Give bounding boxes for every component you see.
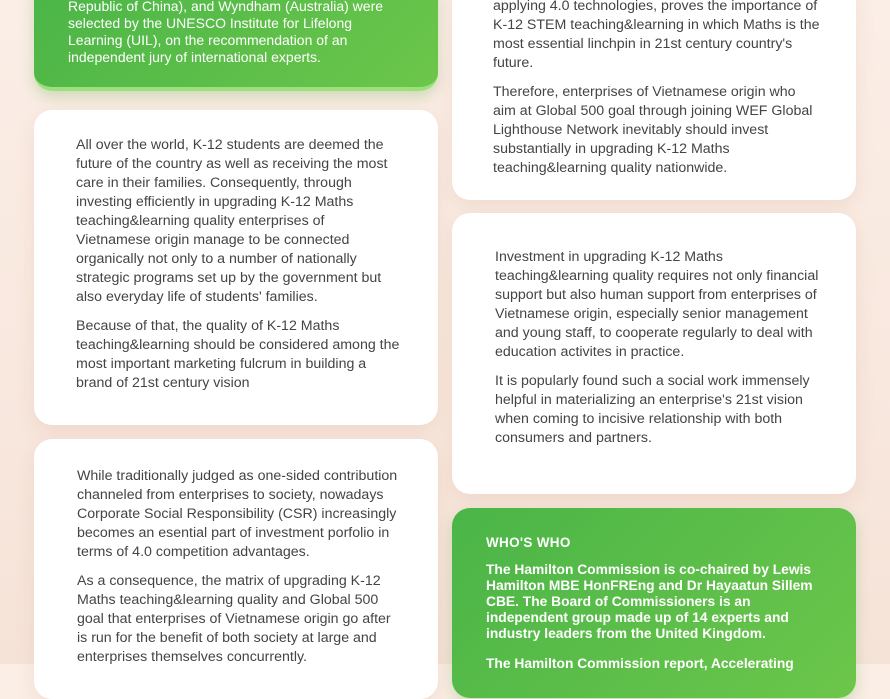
whos-who-paragraph-1: The Hamilton Commission is co-chaired by Lewis Hamilton MBE HonFREng and Dr Hayaatun Sillem CBE. The Board of Commissioners is an independent group made up of 14 experts and industry leaders from the United Kingdom. (486, 562, 813, 641)
card-bottom-left (34, 439, 438, 699)
card-mid-right-paragraph-2: It is popularly found such a social work immensely helpful in materializing an enterprise's 21st vision when coming to incisive relationship with both consumers and partners. (495, 373, 810, 446)
card-bottom-left-paragraph-1: While traditionally judged as one-sided contribution channeled from enterprises to society, nowadays Corporate Social Responsibility (CSR) increasingly becomes an esential part of investment porfolio in terms of 4.0 competition advantages. (77, 468, 398, 560)
card-mid-right-paragraph-1: Investment in upgrading K-12 Maths teaching&learning quality requires not only financial support but also human support from enterprises of Vietnamese origin, especially senior management and young staff, to cooperate regularly to deal with education activites in practice. (495, 249, 819, 360)
card-top-left-text: Republic of China), and Wyndham (Australia) were selected by the UNESCO Institute for Lifelong Learning (UIL), on the recommendation of an independent jury of international experts. (68, 0, 384, 65)
card-top-right-paragraph-1: applying 4.0 technologies, proves the importance of K-12 STEM teaching&learning in which Maths is the most essential linchpin in 21st century country's future. (493, 0, 820, 71)
card-mid-right (452, 213, 856, 494)
card-top-left (34, 0, 438, 91)
card-mid-left (34, 110, 438, 425)
card-whos-who (452, 508, 856, 698)
card-top-right (452, 0, 856, 200)
whos-who-title: WHO'S WHO (486, 535, 571, 550)
whos-who-paragraph-2: The Hamilton Commission report, Accelerating (486, 656, 794, 671)
card-bottom-left-paragraph-2: As a consequence, the matrix of upgrading K-12 Maths teaching&learning quality and Global 500 goal that enterprises of Vietnamese origin go after is run for the benefit of both society at large and enterprises themselves concurrently. (77, 573, 391, 665)
card-top-right-paragraph-2: Therefore, enterprises of Vietnamese origin who aim at Global 500 goal through joining WEF Global Lighthouse Network inevitably should invest substantially in upgrading K-12 Maths teaching&learning quality nationwide. (493, 84, 813, 176)
card-mid-left-paragraph-2: Because of that, the quality of K-12 Maths teaching&learning should be considered among the most important marketing fulcrum in building a brand of 21st century vision (76, 318, 400, 391)
card-mid-left-paragraph-1: All over the world, K-12 students are deemed the future of the country as well as receiving the most care in their families. Consequently, through investing efficiently in upgrading K-12 Maths teaching&learning quality enterprises of Vietnamese origin manage to be connected organically not only to a number of nationally strategic programs set up by the government but also everyday life of students' families. (76, 137, 388, 305)
